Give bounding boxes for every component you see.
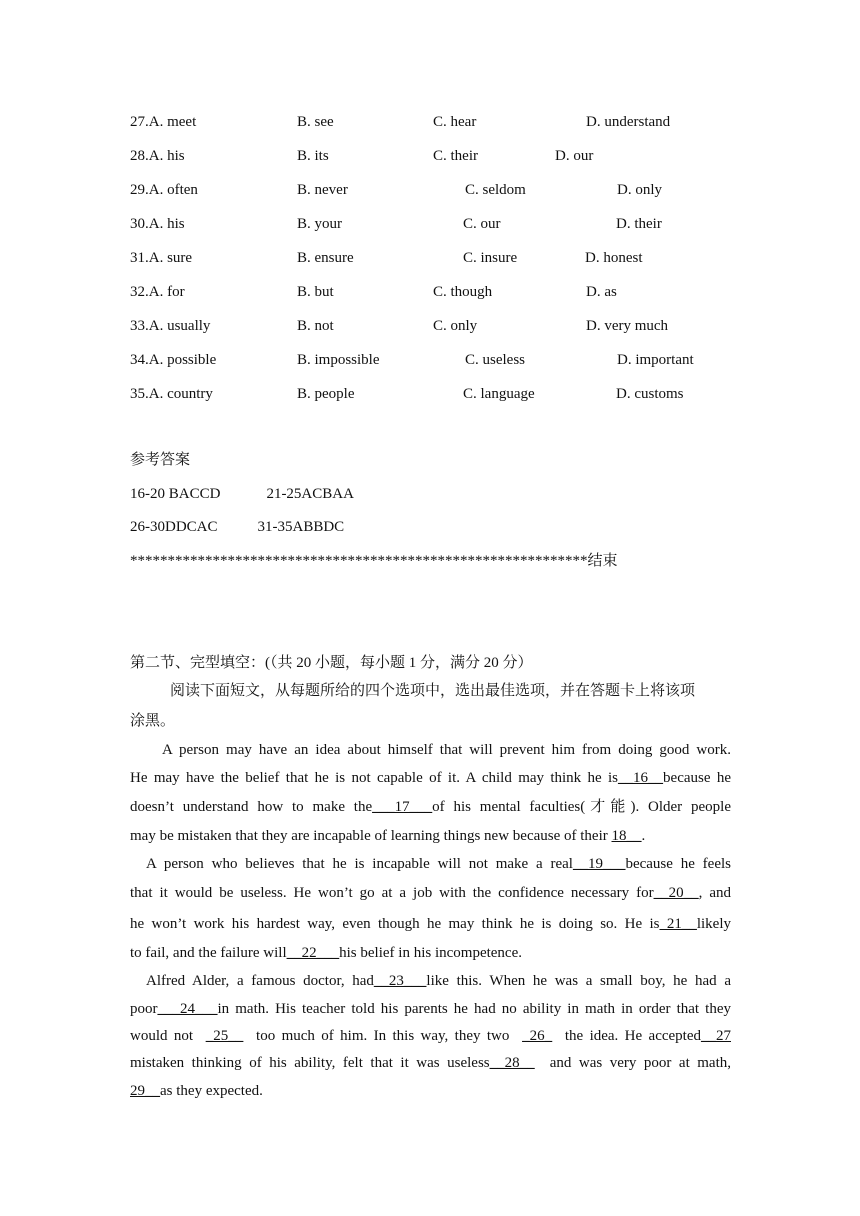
- option-b: B. but: [297, 284, 334, 300]
- option-c: C. though: [433, 284, 493, 300]
- option-c: C. insure: [463, 250, 518, 266]
- passage-line-1: A person may have an idea about himself that will prevent him from doing good work.: [162, 742, 731, 758]
- question-number-and-option-a: [130, 146, 185, 166]
- blank-16: __16__: [618, 770, 664, 786]
- option-a: A. his: [148, 216, 185, 232]
- option-d: D. as: [586, 284, 617, 300]
- end-stars: *************************************************************: [130, 553, 588, 569]
- blank-29: 29__: [130, 1083, 160, 1099]
- question-number: 35.: [130, 386, 149, 402]
- passage-line-2: He may have the belief that he is not capable of it. A child may think he is__16__because he: [130, 770, 731, 786]
- option-b: B. ensure: [297, 250, 354, 266]
- question-number: 33.: [130, 318, 149, 334]
- blank-25: _25__: [205, 1028, 244, 1044]
- question-number: 34.: [130, 352, 149, 368]
- option-a: A. often: [148, 182, 198, 198]
- option-b: B. not: [297, 318, 334, 334]
- end-marker: [130, 551, 618, 571]
- blank-19: __19___: [572, 856, 626, 872]
- question-number: 32.: [130, 284, 149, 300]
- option-d: D. customs: [616, 386, 684, 402]
- option-a: A. usually: [148, 318, 211, 334]
- blank-27: __27: [701, 1028, 731, 1044]
- answer-group-26-30: 26-30DDCAC: [130, 519, 218, 535]
- option-b: B. your: [297, 216, 342, 232]
- question-number: 27.: [130, 114, 149, 130]
- option-d: D. very much: [586, 318, 669, 334]
- answer-group-31-35: 31-35ABBDC: [257, 519, 345, 535]
- end-label: 结束: [587, 553, 618, 569]
- blank-22: __22___: [286, 945, 340, 961]
- question-number-and-option-a: [130, 350, 216, 370]
- answers-row-2: [130, 517, 344, 537]
- blank-18: 18__: [611, 828, 642, 844]
- passage-line-12: mistaken thinking of his ability, felt that it was useless__28__ and was very poor at math,: [130, 1055, 732, 1071]
- passage-line-9: Alfred Alder, a famous doctor, had__23___like this. When he was a small boy, he had a: [146, 973, 731, 989]
- passage-line-13: 29__as they expected.: [130, 1083, 263, 1099]
- option-d: D. honest: [585, 250, 643, 266]
- answers-row-1: [130, 484, 354, 504]
- option-b: B. impossible: [297, 352, 380, 368]
- option-a: A. his: [148, 148, 185, 164]
- instruction-line-2: 涂黑。: [130, 713, 176, 729]
- question-number-and-option-a: [130, 282, 185, 302]
- option-c: C. only: [433, 318, 478, 334]
- blank-24: ___24___: [157, 1001, 218, 1017]
- passage-line-3: doesn’t understand how to make the___17___of his mental faculties(才能). Older people: [130, 799, 731, 815]
- option-d: D. their: [616, 216, 662, 232]
- blank-17: ___17___: [372, 799, 433, 815]
- blank-21: 21__: [659, 916, 697, 932]
- answer-group-21-25: 21-25ACBAA: [266, 486, 354, 502]
- option-c: C. our: [463, 216, 501, 232]
- question-number-and-option-a: [130, 112, 196, 132]
- passage-line-11: would not _25__ too much of him. In this way, they two _26_ the idea. He accepted__27: [130, 1028, 731, 1044]
- option-a: A. meet: [148, 114, 197, 130]
- blank-23: __23___: [373, 973, 427, 989]
- option-c: C. hear: [433, 114, 477, 130]
- question-number: 30.: [130, 216, 149, 232]
- passage-line-8: to fail, and the failure will__22___his belief in his incompetence.: [130, 945, 522, 961]
- option-b: B. see: [297, 114, 334, 130]
- option-d: D. understand: [586, 114, 671, 130]
- blank-20: __20__: [653, 885, 699, 901]
- answer-group-16-20: 16-20 BACCD: [130, 486, 221, 502]
- option-c: C. language: [463, 386, 535, 402]
- option-b: B. people: [297, 386, 355, 402]
- option-a: A. for: [148, 284, 185, 300]
- option-a: A. country: [148, 386, 213, 402]
- answers-title: 参考答案: [130, 452, 191, 468]
- option-d: D. only: [617, 182, 662, 198]
- passage-line-5: A person who believes that he is incapable will not make a real__19___because he feels: [146, 856, 731, 872]
- option-a: A. sure: [148, 250, 193, 266]
- question-number-and-option-a: [130, 316, 210, 336]
- passage-line-6: that it would be useless. He won’t go at a job with the confidence necessary for__20__, and: [130, 885, 731, 901]
- blank-26: _26_: [522, 1028, 553, 1044]
- option-d: D. important: [617, 352, 694, 368]
- question-number-and-option-a: [130, 214, 185, 234]
- option-c: C. useless: [465, 352, 525, 368]
- option-c: C. seldom: [465, 182, 526, 198]
- option-b: B. never: [297, 182, 348, 198]
- passage-line-7: he won’t work his hardest way, even though he may think he is doing so. He is 21__likely: [130, 916, 731, 932]
- blank-28: __28__: [489, 1055, 535, 1071]
- question-number-and-option-a: [130, 180, 198, 200]
- question-number: 28.: [130, 148, 149, 164]
- passage-line-10: poor___24___in math. His teacher told his parents he had no ability in math in order that they: [130, 1001, 731, 1017]
- option-c: C. their: [433, 148, 478, 164]
- option-b: B. its: [297, 148, 329, 164]
- passage-line-4: may be mistaken that they are incapable of learning things new because of their 18__.: [130, 828, 646, 844]
- instruction-line-1: 阅读下面短文，从每题所给的四个选项中，选出最佳选项，并在答题卡上将该项: [170, 683, 696, 699]
- option-a: A. possible: [148, 352, 217, 368]
- question-number: 31.: [130, 250, 149, 266]
- question-number-and-option-a: [130, 248, 192, 268]
- question-number-and-option-a: [130, 384, 213, 404]
- option-d: D. our: [555, 148, 594, 164]
- question-number: 29.: [130, 182, 149, 198]
- section-heading: 第二节、完型填空：(（共 20 小题，每小题 1 分，满分 20 分）: [130, 655, 533, 671]
